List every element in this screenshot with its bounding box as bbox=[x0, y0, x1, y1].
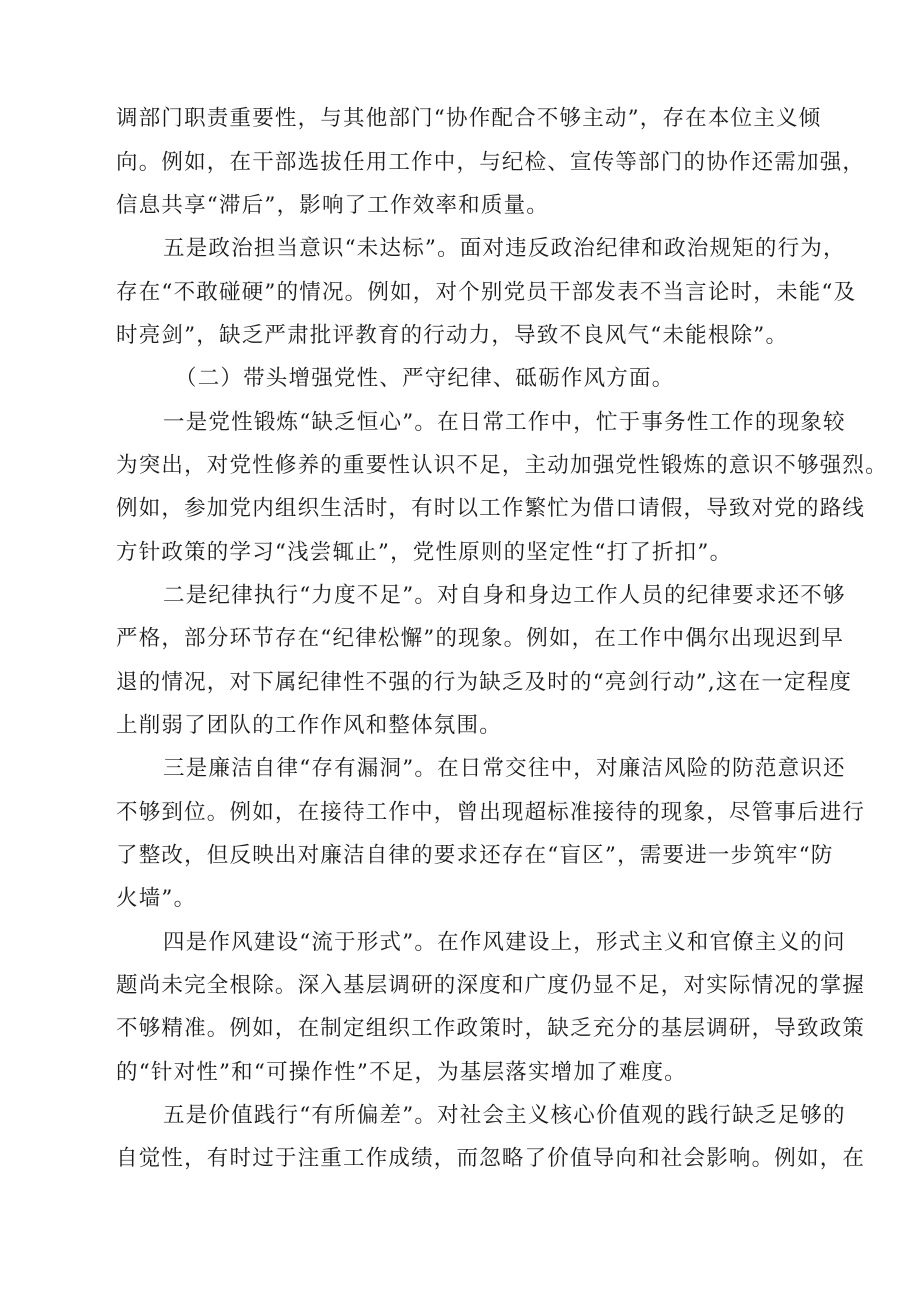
paragraph-first-line: 四是作风建设“流于形式”。在作风建设上，形式主义和官僚主义的问 bbox=[163, 930, 846, 955]
body-text-line: 不够精准。例如，在制定组织工作政策时，缺乏充分的基层调研，导致政策 bbox=[116, 1016, 866, 1041]
body-text-line: 不够到位。例如，在接待工作中，曾出现超标准接待的现象，尽管事后进行 bbox=[116, 800, 866, 825]
paragraph-first-line: 二是纪律执行“力度不足”。对自身和身边工作人员的纪律要求还不够 bbox=[163, 583, 846, 608]
body-text-line: 严格，部分环节存在“纪律松懈”的现象。例如，在工作中偶尔出现迟到早 bbox=[116, 626, 845, 651]
body-text-line: 时亮剑”，缺乏严肃批评教育的行动力，导致不良风气“未能根除”。 bbox=[116, 323, 789, 348]
body-text-line: 存在“不敢碰硬”的情况。例如，对个别党员干部发表不当言论时，未能“及 bbox=[116, 280, 857, 305]
body-text-line: 向。例如，在干部选拔任用工作中，与纪检、宣传等部门的协作还需加强， bbox=[116, 150, 866, 175]
body-text-line: 例如，参加党内组织生活时，有时以工作繁忙为借口请假，导致对党的路线 bbox=[116, 496, 866, 521]
body-text-line: 题尚未完全根除。深入基层调研的深度和广度仍显不足，对实际情况的掌握 bbox=[116, 973, 866, 998]
paragraph-first-line: 五是政治担当意识“未达标”。面对违反政治纪律和政治规矩的行为， bbox=[163, 236, 846, 261]
body-text-line: 火墙”。 bbox=[116, 886, 197, 911]
body-text-line: 的“针对性”和“可操作性”不足，为基层落实增加了难度。 bbox=[116, 1060, 687, 1085]
paragraph-first-line: 一是党性锻炼“缺乏恒心”。在日常工作中，忙于事务性工作的现象较 bbox=[163, 410, 846, 435]
paragraph-first-line: 五是价值践行“有所偏差”。对社会主义核心价值观的践行缺乏足够的 bbox=[163, 1103, 846, 1128]
body-text-line: 信息共享“滞后”，影响了工作效率和质量。 bbox=[116, 193, 549, 218]
body-text-line: 了整改，但反映出对廉洁自律的要求还存在“盲区”，需要进一步筑牢“防 bbox=[116, 843, 834, 868]
body-text-line: 自觉性，有时过于注重工作成绩，而忽略了价值导向和社会影响。例如，在 bbox=[116, 1146, 866, 1171]
body-text-line: 为突出，对党性修养的重要性认识不足，主动加强党性锻炼的意识不够强烈。 bbox=[116, 453, 888, 478]
body-text-line: 调部门职责重要性，与其他部门“协作配合不够主动”，存在本位主义倾 bbox=[116, 106, 822, 131]
section-heading: （二）带头增强党性、严守纪律、砥砺作风方面。 bbox=[175, 366, 675, 391]
paragraph-first-line: 三是廉洁自律“存有漏洞”。在日常交往中，对廉洁风险的防范意识还 bbox=[163, 756, 846, 781]
body-text-line: 方针政策的学习“浅尝辄止”，党性原则的坚定性“打了折扣”。 bbox=[116, 540, 733, 565]
body-text-line: 上削弱了团队的工作作风和整体氛围。 bbox=[116, 713, 502, 738]
body-text-line: 退的情况，对下属纪律性不强的行为缺乏及时的“亮剑行动”,这在一定程度 bbox=[116, 670, 853, 695]
